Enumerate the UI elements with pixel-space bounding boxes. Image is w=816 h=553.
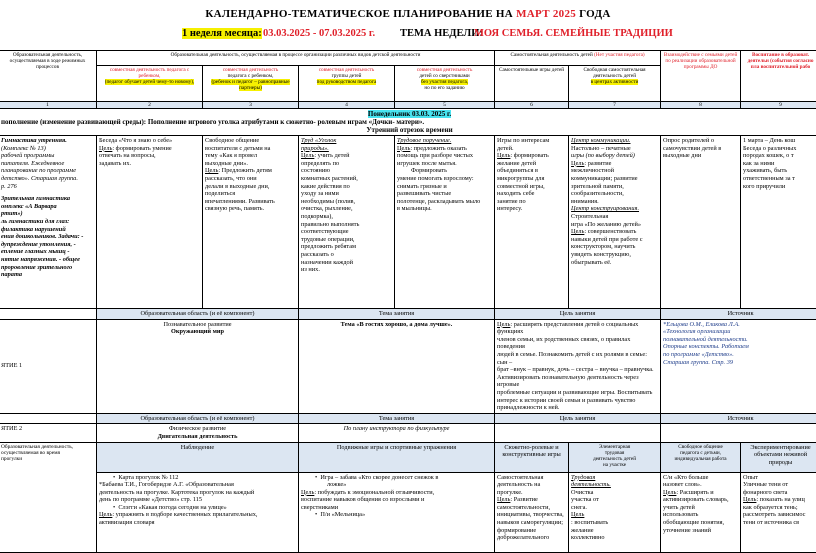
col-group: совместная деятельность группы детей под руководством педагога [299,66,395,102]
morning-games-cell: Игры по интересам детей. Цель: формировать желание детей объединяться в микрогруппы для совместной игры, находить себе занятие по интересу. [495,136,569,309]
walk-experiment: Опыт Уличные тени от фонарного света Цель: показать на улиц как образуется тень; рассмотреть зависимос тени от источника св [741,472,816,552]
morning-family-cell: Опрос родителей о самочувствии детей в выходные дни [661,136,741,309]
walk-h-experiment: Экспериментирование объектами неживой природы [741,442,816,472]
walk-talk: С/и «Кто больше назовет слов». Цель: Расширять и активизировать словарь, учить детей использовать обобщающие понятия, уточнение знаний [661,472,741,552]
col-family: Взаимодействие с семьями детей по реализации образовательной программы ДО [661,51,741,102]
walk-h-games: Подвижные игры и спортивные упражнения [299,442,495,472]
time-of-day: Утренний отрезок времени [366,126,453,134]
lesson2-row [0,424,816,442]
page-title: КАЛЕНДАРНО-ТЕМАТИЧЕСКОЕ ПЛАНИРОВАНИЕ НА МАРТ 2025 ГОДА [205,8,611,20]
lesson1-theme: Тема «В гостях хорошо, а дома лучше». [299,319,495,413]
plan-table [0,50,816,553]
morning-free-talk-cell: Свободное общение воспитателя с детьми на тему «Как я провел выходные дни». Цель: Предложить детям рассказать, что они делали в выходные дни, поделиться впечатлениями. Развивать связную речь, память. [203,136,299,309]
morning-upbringing-cell: 1 марта – День кош Беседа о различных породах кошек, о т как за ними ухаживать, быть ответственным за т кого приручили [741,136,816,309]
theme-value: МОЯ СЕМЬЯ. СЕМЕЙНЫЕ ТРАДИЦИИ [474,28,673,39]
lesson1-header: Образовательная область (и её компонент) Тема занятия Цель занятия Источник [0,309,816,320]
morning-task-cell: Трудовое поручение. Цель: предложить оказать помощь при разборе чистых игрушек после мытья. Формировать умение помогать взрослому: снимать грязные и развешивать чистые полотенце, раскладывать мыло в мыльницы. [395,136,495,309]
morning-centers-cell: Центр коммуникации. Настольно – печатные игры (по выбору детей) Цель: развитие межличностной коммуникации; развитие зрительной памяти, сообразительности, внимания. Центр конструирования. Строительная игра «По желанию детей» Цель: совершенствовать навыки детей при работе с конструктором, научить увидеть конструкцию, обыгрывать её. [569,136,661,309]
lesson1-label: ЯТИЕ 1 [0,319,97,413]
lesson1-source: *Ельцова О.М., Еликова Л.А. «Технология организации познавательной деятельности. Опорные конспекты. Работаем по программе «Детство». Старшая группа. Стр. 39 [661,319,816,413]
morning-labor-cell: Труд «Уголок природы». Цель: учить детей определять по состоянию комнатных растений, какие действия по уходу за ними необходимы (полив, очистка, рыхление, подкормка), правильно выполнять соответствующие трудовые операции, предложить ребятам рассказать о назначении каждой из них. [299,136,395,309]
walk-games: • Игра – забава «Кто скорее донесет снежок в ложке» Цель: побуждать к эмоциональной отзывчивости, воспитание навыков общения со взрослыми и сверстниками • П/и «Мельница» [299,472,495,552]
walk-h-observation: Наблюдение [97,442,299,472]
lesson2-label: ЯТИЕ 2 [0,424,97,442]
title-month: МАРТ 2025 [516,8,577,20]
col-independent: Самостоятельная деятельность детей (Нет участия педагога) [495,51,661,66]
col-partners: совместная деятельность педагога с ребенком, (ребенок и педагог – равноправные партнеры) [203,66,299,102]
lesson2-area: Физическое развитие Двигательная деятельность [97,424,299,442]
week-dates: 03.03.2025 - 07.03.2025 г. [263,28,376,39]
walk-labor: Трудовая деятельность. Очистка участка от снега. Цель : воспитывать желание коллективно [569,472,661,552]
col-regime: Образовательная деятельность, осуществляемая в ходе режимных процессов [0,51,97,102]
walk-roleplay: Самостоятельная деятельность на прогулке. Цель: Развитие самостоятельности, инициативы, творчества, навыков саморегуляции; формирование доброжелательного [495,472,569,552]
walk-header [0,442,816,472]
col-activities: Образовательная деятельность, осуществляемая в процессе организации различных видов детской деятельности [97,51,495,66]
walk-h-roleplay: Сюжетно-ролевые и конструктивные игры [495,442,569,472]
lesson2-header: Образовательная область (и её компонент) Тема занятия Цель занятия Источник [0,413,816,424]
lesson1-goal: Цель: расширять представления детей о социальных функциях членов семьи, их родственных связях, о правилах поведения людей в семье. Познакомить детей с их ролями в семье: сын – брат –внук – правнук, дочь – сестра – внучка – правнучка. Активизировать познавательную деятельность через игровые проблемные ситуации и развивающие игры. Воспитывать интерес к истории своей семьи и развивать чувство принадлежности к ней. [495,319,661,413]
walk-observation: • Карта прогулок № 112 *Бабаева Т.И., Гогоберидзе А.Г. «Образовательная деятельность на прогулке. Картотека прогулок на каждый день по программе «Детство» стр. 115 • Слэгги «Какая погода сегодня на улице» Цель: упражнять в подборе качественных прилагательных, активизация словаря [97,472,299,552]
day-label: Понедельник 03.03. 2025 г. [367,110,452,118]
col-centers: Свободная самостоятельная деятельность детей в центрах активности [569,66,661,102]
number-row: 1 2 3 4 5 6 7 8 9 [0,102,816,109]
walk-label: Образовательная деятельность, осуществляемая во время прогулки [0,442,97,552]
day-row [0,109,816,136]
col-games: Самостоятельные игры детей [495,66,569,102]
morning-row [0,136,816,309]
col-upbringing: Воспитание в образоват. деятельн (события согласно пла воспитательной рабо [741,51,816,102]
environment-line: пополнение (изменение развивающей среды): Пополнение игрового уголка атрибутами к сюжетно- ролевым играм «Дочки- матери». [1,118,425,126]
walk-row [0,472,816,552]
walk-h-labor: Элементарная трудовая деятельность детей на участке [569,442,661,472]
lesson1-area: Познавательное развитие Окружающий мир [97,319,299,413]
lesson1-row [0,319,816,413]
theme-label: ТЕМА НЕДЕЛИ: [400,28,483,39]
week-label: 1 неделя месяца: [182,28,262,39]
header-row [0,51,816,66]
morning-talk-cell: Беседа «Что я знаю о себе» Цель: формировать умение отвечать на вопросы, задавать их. [97,136,203,309]
walk-h-talk: Свободное общение педагога с детьми, индивидуальная работа [661,442,741,472]
lesson2-theme: По плану инструктора по физкультуре [299,424,495,442]
morning-regime-cell: Гимнастика утренняя. (Комплекс № 13) рабочей программы питателя. Ежедневное планирование по программе детство». Старшая группа. р. 276 Зрительная гимнастика омплекс «А Варвара ртит») ль гимнастики для глаз: филактика нарушений ения дошкольников. Задачи: - дупреждение утомления, - епление глазных мышц - нятие напряжения. - общее проровление зрительного парата [0,136,97,309]
col-peers: совместная деятельность детей со сверстниками без участия педагога, но по его заданию [395,66,495,102]
col-teacher-child: совместная деятельность педагога с ребенком, (педагог обучает детей чему-то новому), [97,66,203,102]
